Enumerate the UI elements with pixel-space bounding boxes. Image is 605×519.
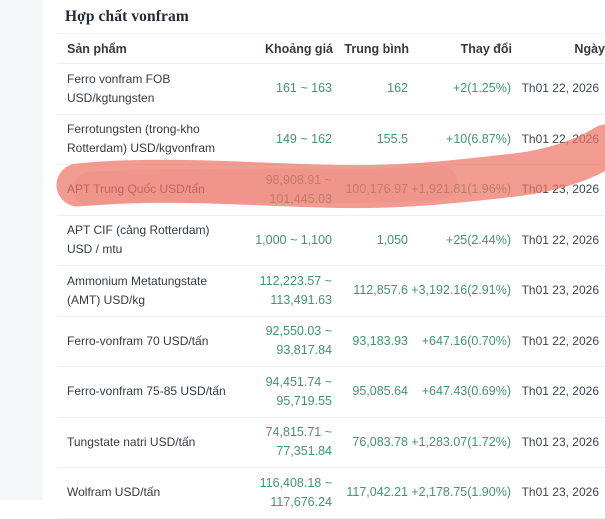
- date-cell: Th01 23, 2026: [512, 266, 605, 317]
- range-cell: 112,223.57 ~ 113,491.63: [239, 266, 333, 317]
- product-cell: Tungstate natri USD/tấn: [57, 417, 239, 468]
- date-cell: Th01 23, 2026: [512, 417, 605, 468]
- product-cell: APT Trung Quốc USD/tấn: [57, 165, 239, 216]
- date-cell: Th01 23, 2026: [512, 165, 605, 216]
- average-cell: 117,042.21: [333, 468, 409, 519]
- product-cell: Wolfram USD/tấn: [57, 468, 239, 519]
- average-cell: 76,083.78: [333, 417, 409, 468]
- col-header-range: Khoảng giá: [239, 34, 333, 64]
- average-cell: 162: [333, 64, 409, 115]
- date-cell: Th01 22, 2026: [512, 114, 605, 165]
- product-cell: Ammonium Metatungstate (AMT) USD/kg: [57, 266, 239, 317]
- range-cell: 1,000 ~ 1,100: [239, 215, 333, 266]
- page-gutter: [0, 0, 44, 500]
- table-header-row: [57, 34, 605, 64]
- average-cell: 155.5: [333, 114, 409, 165]
- range-cell: 92,550.03 ~ 93,817.84: [239, 316, 333, 367]
- date-cell: Th01 22, 2026: [512, 64, 605, 115]
- price-table: [57, 34, 605, 519]
- col-header-product: Sản phẩm: [57, 34, 239, 64]
- table-row: [57, 266, 605, 317]
- change-cell: +2(1.25%): [409, 64, 512, 115]
- average-cell: 1,050: [333, 215, 409, 266]
- date-cell: Th01 22, 2026: [512, 316, 605, 367]
- range-cell: 98,908.91 ~ 101,445.03: [239, 165, 333, 216]
- date-cell: Th01 22, 2026: [512, 367, 605, 418]
- range-cell: 149 ~ 162: [239, 114, 333, 165]
- change-cell: +10(6.87%): [409, 114, 512, 165]
- col-header-change: Thay đổi: [409, 34, 512, 64]
- col-header-average: Trung bình: [333, 34, 409, 64]
- change-cell: +1,921.81(1.96%): [409, 165, 512, 216]
- table-row: [57, 468, 605, 519]
- change-cell: +647.43(0.69%): [409, 367, 512, 418]
- change-cell: +647.16(0.70%): [409, 316, 512, 367]
- range-cell: 94,451.74 ~ 95,719.55: [239, 367, 333, 418]
- change-cell: +25(2.44%): [409, 215, 512, 266]
- average-cell: 100,176.97: [333, 165, 409, 216]
- date-cell: Th01 22, 2026: [512, 215, 605, 266]
- table-row: [57, 367, 605, 418]
- change-cell: +1,283.07(1.72%): [409, 417, 512, 468]
- table-row: [57, 64, 605, 115]
- product-cell: Ferro vonfram FOB USD/kgtungsten: [57, 64, 239, 115]
- range-cell: 116,408.18 ~ 117,676.24: [239, 468, 333, 519]
- section-title: Hợp chất vonfram: [57, 0, 605, 34]
- product-cell: Ferrotungsten (trong-kho Rotterdam) USD/kgvonfram: [57, 114, 239, 165]
- table-row: [57, 114, 605, 165]
- col-header-date: Ngày: [512, 34, 605, 64]
- table-row: [57, 215, 605, 266]
- range-cell: 74,815.71 ~ 77,351.84: [239, 417, 333, 468]
- product-cell: Ferro-vonfram 70 USD/tấn: [57, 316, 239, 367]
- price-table-panel: [43, 0, 605, 509]
- change-cell: +3,192.16(2.91%): [409, 266, 512, 317]
- product-cell: Ferro-vonfram 75-85 USD/tấn: [57, 367, 239, 418]
- table-row-highlighted: [57, 165, 605, 216]
- average-cell: 95,085.64: [333, 367, 409, 418]
- range-cell: 161 ~ 163: [239, 64, 333, 115]
- table-row: [57, 417, 605, 468]
- date-cell: Th01 23, 2026: [512, 468, 605, 519]
- average-cell: 112,857.6: [333, 266, 409, 317]
- product-cell: APT CIF (cảng Rotterdam) USD / mtu: [57, 215, 239, 266]
- table-row: [57, 316, 605, 367]
- change-cell: +2,178.75(1.90%): [409, 468, 512, 519]
- average-cell: 93,183.93: [333, 316, 409, 367]
